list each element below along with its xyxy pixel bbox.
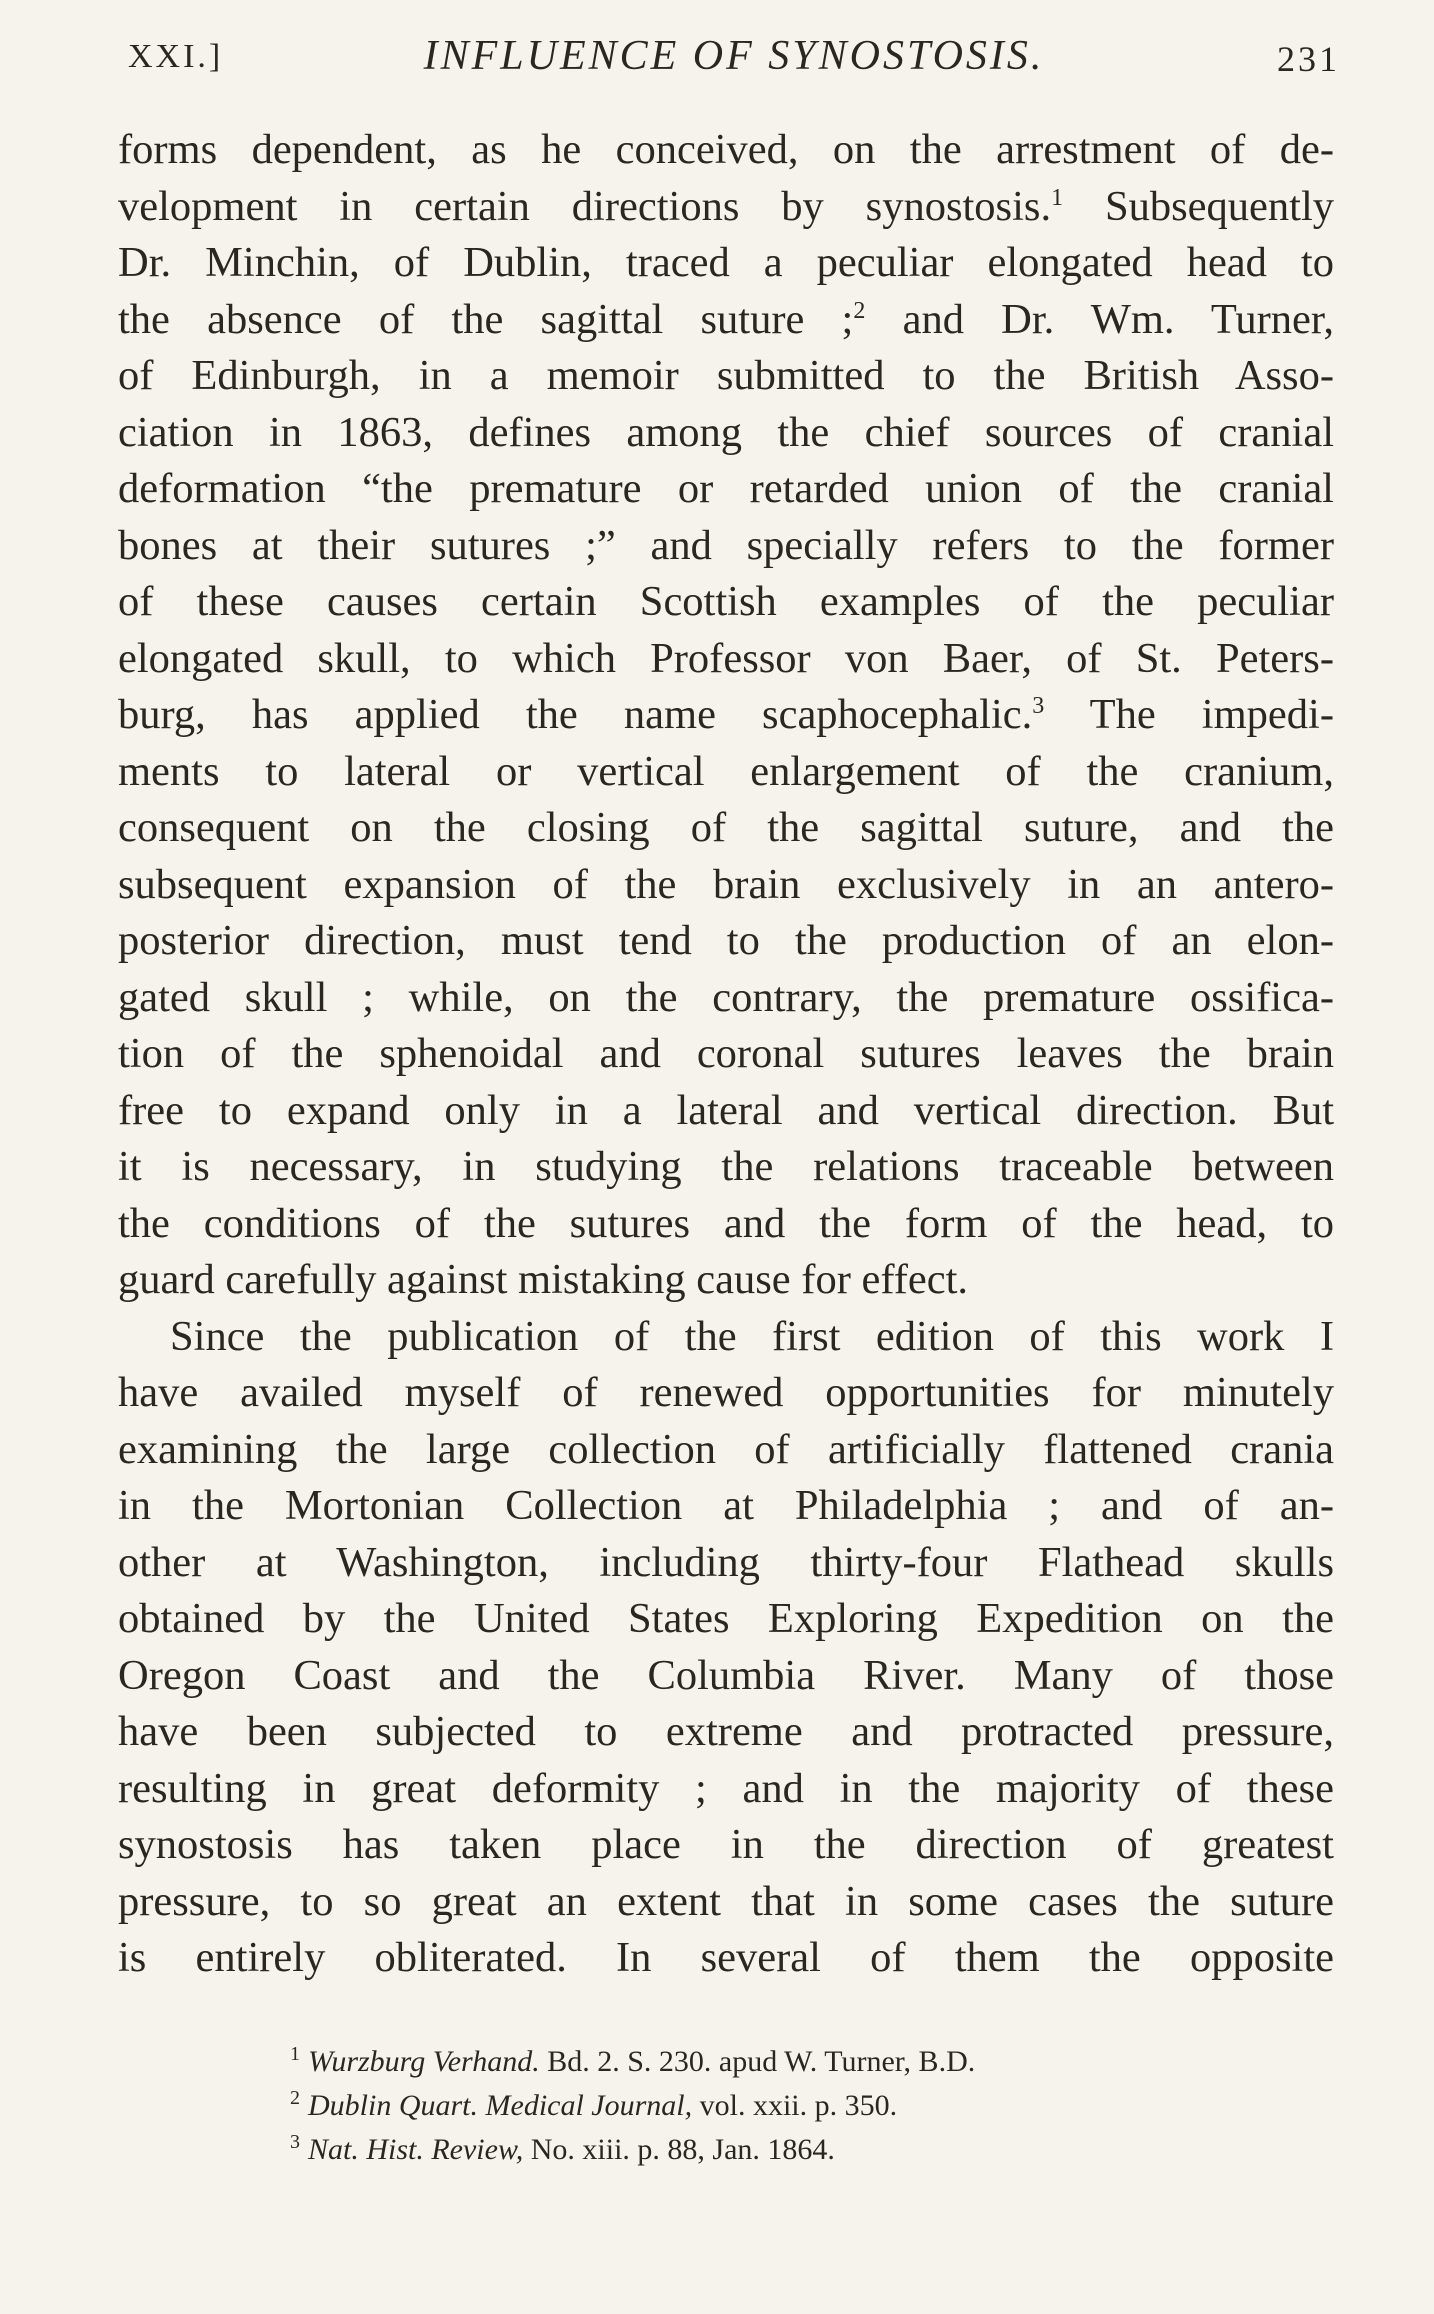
text-line: consequent on the closing of the sagittal suture, and the <box>118 804 1334 851</box>
text-line: Dr. Minchin, of Dublin, traced a peculiar elongated head to <box>118 239 1334 286</box>
text-line: posterior direction, must tend to the production of an elon- <box>118 917 1334 964</box>
text-line: gated skull ; while, on the contrary, the premature ossifica- <box>118 973 1334 1021</box>
text-line: forms dependent, as he conceived, on the arrestment of de- <box>118 126 1334 173</box>
text-line: guard carefully against mistaking cause for effect. <box>118 1256 969 1303</box>
footnote-citation: vol. xxii. p. 350. <box>692 2089 898 2122</box>
footnote-ref: 3 <box>1032 692 1045 719</box>
text-line: of these causes certain Scottish examples of the peculiar <box>118 578 1334 625</box>
footnote-ref: 1 <box>1051 184 1064 211</box>
footnote-source: Dublin Quart. Medical Journal, <box>308 2089 693 2122</box>
text-line: of Edinburgh, in a memoir submitted to the British Asso- <box>118 352 1334 399</box>
text-line: tion of the sphenoidal and coronal sutures leaves the brain <box>118 1030 1334 1077</box>
chapter-number: XXI.] <box>128 38 224 75</box>
text-line: burg, has applied the name scaphocephalic.$^3$ The impedi- <box>118 691 1334 738</box>
footnote <box>290 2040 1290 2084</box>
text-line: the conditions of the sutures and the form of the head, to <box>118 1199 1334 1247</box>
footnote-number: 3 <box>290 2131 300 2153</box>
footnote-ref: 2 <box>853 297 866 324</box>
footnote-source: Wurzburg Verhand. <box>308 2045 540 2078</box>
footnotes <box>290 2040 1290 2172</box>
running-head <box>128 28 1340 88</box>
text-line: free to expand only in a lateral and vertical direction. But <box>118 1086 1334 1134</box>
body-text <box>118 122 1334 1987</box>
text-line: other at Washington, including thirty-four Flathead skulls <box>118 1538 1334 1586</box>
text-line: Since the publication of the first edition of this work I <box>170 1312 1334 1360</box>
text-line: have been subjected to extreme and protracted pressure, <box>118 1708 1334 1755</box>
text-line: elongated skull, to which Professor von Baer, of St. Peters- <box>118 634 1334 682</box>
text-line: obtained by the United States Exploring Expedition on the <box>118 1595 1334 1642</box>
footnote <box>290 2084 1290 2128</box>
text-line: resulting in great deformity ; and in the majority of these <box>118 1764 1334 1812</box>
text-line: Oregon Coast and the Columbia River. Many of those <box>118 1651 1334 1699</box>
text-line: synostosis has taken place in the direction of greatest <box>118 1821 1334 1868</box>
text-line: it is necessary, in studying the relations traceable between <box>118 1143 1334 1190</box>
page-number: 231 <box>1277 39 1340 79</box>
text-line: pressure, to so great an extent that in some cases the suture <box>118 1877 1334 1925</box>
text-line: ments to lateral or vertical enlargement of the cranium, <box>118 747 1334 795</box>
footnote-number: 2 <box>290 2087 300 2109</box>
footnote-citation: Bd. 2. S. 230. apud W. Turner, B.D. <box>539 2045 976 2078</box>
page-title: INFLUENCE OF SYNOSTOSIS. <box>423 33 1045 79</box>
text-line: ciation in 1863, defines among the chief sources of cranial <box>118 408 1334 456</box>
text-line: examining the large collection of artificially flattened crania <box>118 1425 1334 1473</box>
footnote <box>290 2128 1290 2172</box>
footnote-source: Nat. Hist. Review, <box>308 2133 524 2166</box>
footnote-number: 1 <box>290 2043 300 2065</box>
text-line: subsequent expansion of the brain exclusively in an antero- <box>118 860 1334 908</box>
text-line: bones at their sutures ;” and specially refers to the former <box>118 521 1334 569</box>
text-line: the absence of the sagittal suture ;$^2$ and Dr. Wm. Turner, <box>118 295 1334 343</box>
text-line: deformation “the premature or retarded union of the cranial <box>118 465 1334 512</box>
text-line: have availed myself of renewed opportunities for minutely <box>118 1369 1334 1416</box>
text-line: in the Mortonian Collection at Philadelphia ; and of an- <box>118 1482 1334 1529</box>
text-line: is entirely obliterated. In several of them the opposite <box>118 1934 1334 1981</box>
footnote-citation: No. xiii. p. 88, Jan. 1864. <box>523 2133 835 2166</box>
text-line: velopment in certain directions by synostosis.$^1$ Subsequently <box>118 182 1334 230</box>
